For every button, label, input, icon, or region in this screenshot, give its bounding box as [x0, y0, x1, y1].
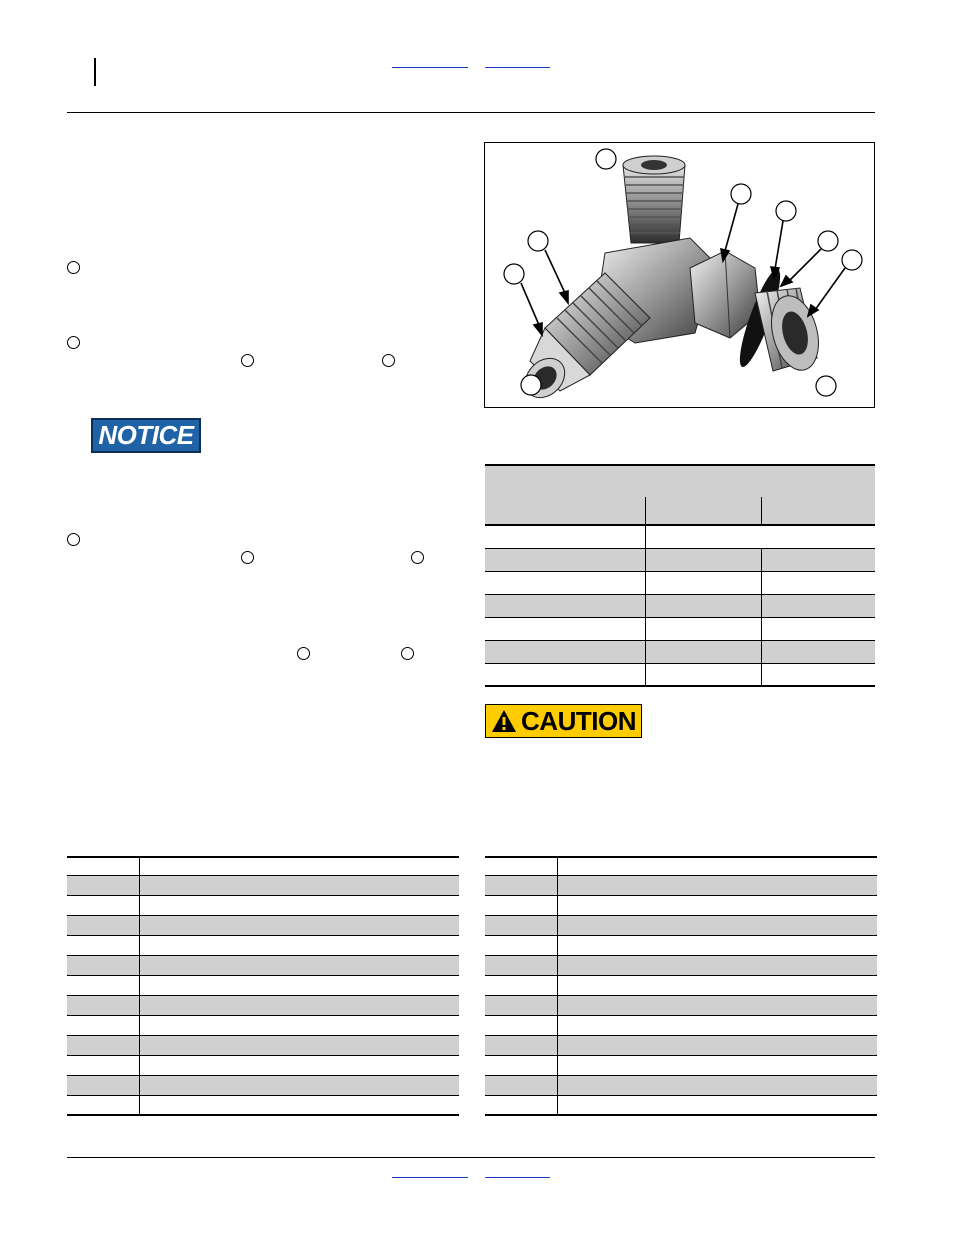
photo-callout [816, 376, 836, 396]
table-row [67, 936, 459, 956]
table-row [485, 1076, 877, 1096]
fitting-figure [484, 142, 875, 408]
photo-callout [731, 184, 751, 204]
header-vertical-bar [94, 58, 96, 86]
photo-callout [504, 264, 524, 284]
footer-link-prev[interactable] [392, 1177, 468, 1178]
warning-triangle-icon [491, 709, 517, 733]
footer-link-next[interactable] [485, 1177, 550, 1178]
table-row [485, 526, 875, 549]
inline-callout [241, 551, 254, 564]
table-row [485, 876, 877, 896]
table-row [485, 641, 875, 664]
table-row [485, 549, 875, 572]
inline-callout [401, 647, 414, 660]
table-row [485, 936, 877, 956]
table-row [485, 1096, 877, 1116]
step-callout [67, 533, 80, 546]
table-row [67, 1036, 459, 1056]
parts-table-left [67, 856, 459, 1116]
torque-table-header [485, 464, 875, 526]
torque-table [485, 464, 875, 687]
table-row [67, 896, 459, 916]
photo-callout [776, 201, 796, 221]
table-row [67, 1076, 459, 1096]
table-row [485, 896, 877, 916]
table-row [485, 956, 877, 976]
caution-text: CAUTION [521, 705, 636, 736]
table-row [67, 1096, 459, 1116]
table-row [485, 996, 877, 1016]
header-rule [67, 112, 875, 113]
table-row [67, 996, 459, 1016]
fitting-illustration [485, 143, 874, 407]
table-row [485, 664, 875, 687]
inline-callout [241, 354, 254, 367]
table-row [67, 876, 459, 896]
table-row [485, 976, 877, 996]
header-link-prev[interactable] [392, 67, 468, 68]
parts-table-right [485, 856, 877, 1116]
photo-callout [818, 231, 838, 251]
step-callout [67, 261, 80, 274]
table-row [67, 956, 459, 976]
table-row [485, 1016, 877, 1036]
notice-label: NOTICE [91, 418, 201, 453]
photo-callout [842, 250, 862, 270]
table-header-row [67, 856, 459, 876]
inline-callout [297, 647, 310, 660]
table-row [67, 976, 459, 996]
header-link-next[interactable] [485, 67, 550, 68]
photo-callout [528, 231, 548, 251]
table-row [485, 618, 875, 641]
inline-callout [411, 551, 424, 564]
footer-rule [67, 1157, 875, 1158]
table-row [485, 595, 875, 618]
step-callout [67, 336, 80, 349]
table-row [485, 1056, 877, 1076]
photo-callout [596, 149, 616, 169]
table-header-row [485, 856, 877, 876]
table-row [485, 572, 875, 595]
table-row [485, 916, 877, 936]
caution-label [485, 704, 642, 738]
table-row [485, 1036, 877, 1056]
table-row [67, 916, 459, 936]
table-row [67, 1016, 459, 1036]
table-row [67, 1056, 459, 1076]
inline-callout [382, 354, 395, 367]
photo-callout [521, 375, 541, 395]
